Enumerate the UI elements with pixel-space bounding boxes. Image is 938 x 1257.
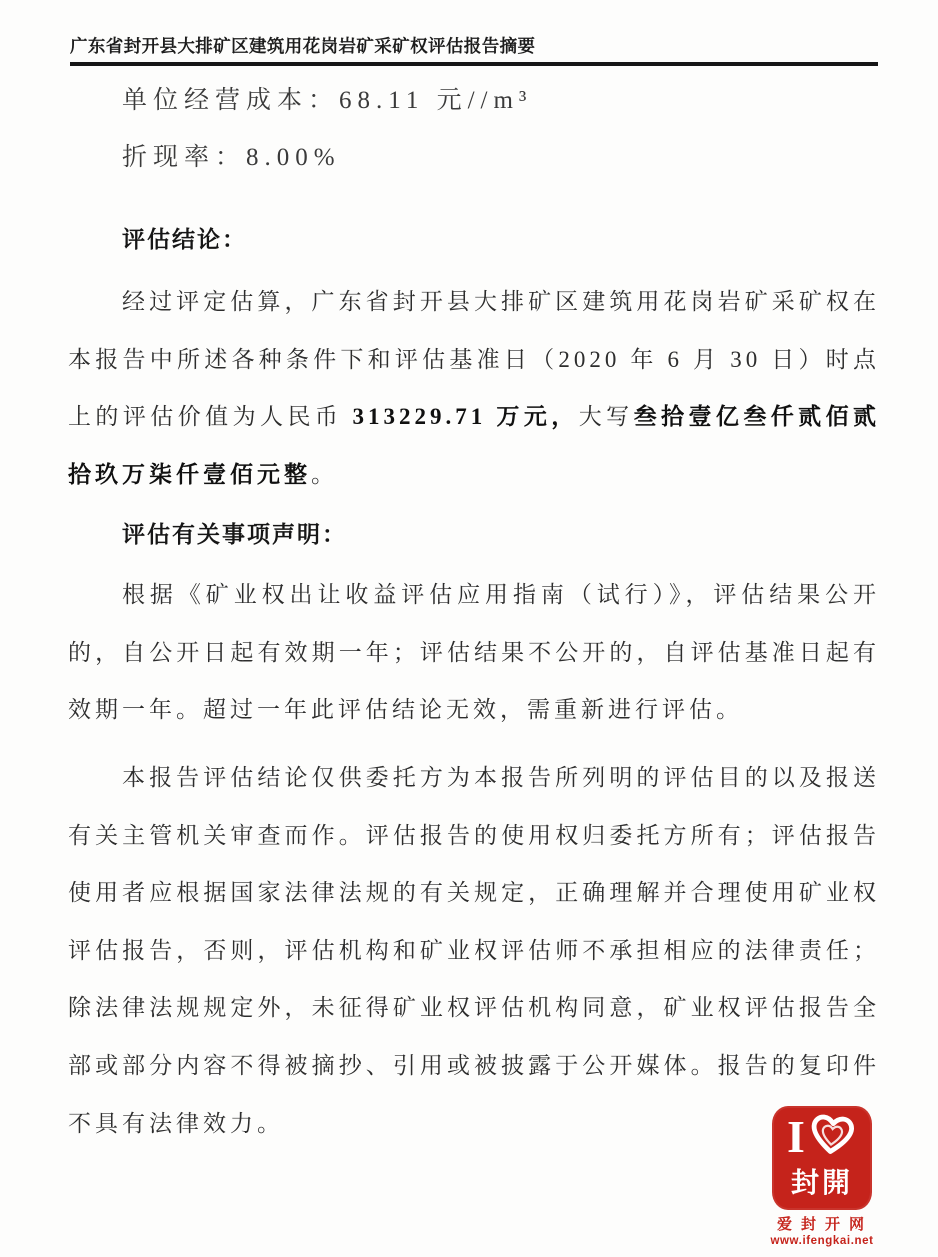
valuation-amount-words: 叁拾壹亿叁仟贰佰贰拾玖万柒仟壹佰元整 [68,404,881,487]
stamp-top-row [787,1111,857,1163]
conclusion-lead-text: 经过评定估算，广东省封开县大排矿区建筑用花岗岩矿采矿权在本报告中所述各种条件下和评估基准日（2020 年 6 月 30 日）时点上的评估价值为人民币 [68,289,880,430]
valuation-amount-number: 313229.71 万元， [352,404,579,430]
unit-operating-cost-line: 单位经营成本：68.11 元//m³ [122,87,533,114]
ifengkai-watermark [770,1106,874,1247]
conclusion-period: 。 [311,461,338,487]
page-header [70,33,878,66]
statement-heading: 评估有关事项声明： [122,522,347,547]
discount-rate-line: 折现率：8.00% [122,144,341,171]
stamp-letter-i: I [787,1111,805,1162]
report-header-title: 广东省封开县大排矿区建筑用花岗岩矿采矿权评估报告摘要 [70,36,536,56]
statement-paragraph-usage: 本报告评估结论仅供委托方为本报告所列明的评估目的以及报送有关主管机关审查而作。评估报告的使用权归委托方所有；评估报告使用者应根据国家法律法规的有关规定，正确理解并合理使用矿业权评估报告，否则，评估机构和矿业权评估师不承担相应的法律责任；除法律法规规定外，未征得矿业权评估机构同意，矿业权评估报告全部或部分内容不得被摘抄、引用或被披露于公开媒体。报告的复印件不具有法律效力。 [68,765,880,1136]
logo-website-url: www.ifengkai.net [770,1235,874,1247]
valuation-daxie-label: 大写 [578,404,634,430]
logo-caption-text: 爱封开网 [776,1216,873,1233]
ifengkai-stamp [772,1106,872,1210]
conclusion-heading: 评估结论： [122,227,247,252]
conclusion-paragraph [68,273,880,503]
stamp-fengkai-characters: 封開 [790,1167,853,1198]
heart-icon [805,1108,860,1162]
statement-paragraph-validity: 根据《矿业权出让收益评估应用指南（试行）》，评估结果公开的，自公开日起有效期一年；评估结果不公开的，自评估基准日起有效期一年。超过一年此评估结论无效，需重新进行评估。 [68,582,880,723]
